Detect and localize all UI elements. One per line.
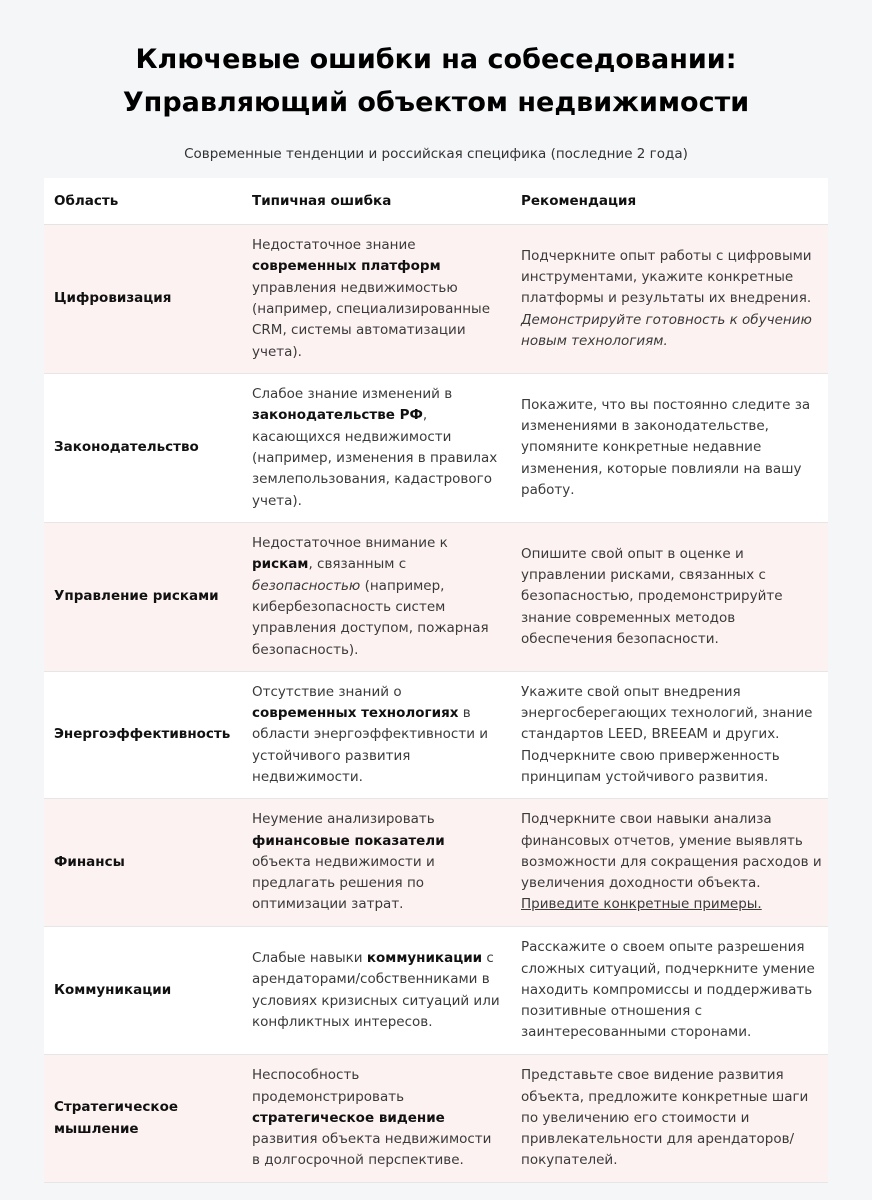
mistake-text: управления недвижимостью (например, специализированные CRM, системы автоматизации учета). bbox=[252, 279, 490, 360]
row-recommendation bbox=[511, 1055, 828, 1183]
table-header-row bbox=[44, 178, 828, 225]
mistake-text: Неспособность продемонстрировать bbox=[252, 1067, 405, 1105]
mistake-emphasis: стратегическое видение bbox=[252, 1109, 445, 1126]
mistake-text: в области энергоэффективности и устойчивого развития недвижимости. bbox=[252, 705, 489, 785]
row-area: Стратегическое мышление bbox=[44, 1055, 242, 1183]
mistake-text: Слабые навыки bbox=[252, 949, 367, 966]
page-title bbox=[0, 0, 872, 124]
mistake-text: Неумение анализировать bbox=[252, 811, 435, 828]
recommendation-text: Расскажите о своем опыте разрешения сложных ситуаций, подчеркните умение находить компромиссы и поддерживать позитивные отношения с заинтересованными сторонами. bbox=[521, 939, 815, 1041]
mistake-emphasis: рискам bbox=[252, 556, 309, 573]
row-area: Управление рисками bbox=[44, 523, 242, 672]
row-mistake bbox=[242, 523, 511, 672]
mistakes-table bbox=[44, 178, 828, 1183]
mistake-text: Слабое знание изменений в bbox=[252, 386, 453, 403]
recommendation-emphasis: Демонстрируйте готовность к обучению новым технологиям. bbox=[521, 311, 812, 349]
header-recommendation: Рекомендация bbox=[511, 178, 828, 225]
recommendation-text: Укажите свой опыт внедрения энергосберегающих технологий, знание стандартов LEED, BREEAM и других. Подчеркните свою приверженность принципам устойчивого развития. bbox=[521, 683, 813, 785]
mistake-text: развития объекта недвижимости в долгосрочной перспективе. bbox=[252, 1131, 492, 1169]
recommendation-text: Подчеркните свои навыки анализа финансовых отчетов, умение выявлять возможности для сокращения расходов и увеличения доходности объекта. bbox=[521, 811, 822, 892]
recommendation-text: Представьте свое видение развития объекта, предложите конкретные шаги по увеличению его стоимости и привлекательности для арендаторов/покупателей. bbox=[521, 1067, 809, 1169]
page-title-line-2: Управляющий объектом недвижимости bbox=[122, 87, 750, 118]
row-recommendation bbox=[511, 374, 828, 523]
recommendation-text: Опишите свой опыт в оценке и управлении рисками, связанных с безопасностью, продемонстрируйте знание современных методов обеспечения безопасности. bbox=[521, 545, 783, 647]
mistake-text: объекта недвижимости и предлагать решения по оптимизации затрат. bbox=[252, 853, 435, 913]
recommendation-text: Покажите, что вы постоянно следите за изменениями в законодательстве, упомяните конкретные недавние изменения, которые повлияли на вашу работу. bbox=[521, 396, 811, 498]
recommendation-underlined: Приведите конкретные примеры. bbox=[521, 896, 762, 913]
table-row bbox=[44, 927, 828, 1055]
row-area: Коммуникации bbox=[44, 927, 242, 1055]
table-header bbox=[44, 178, 828, 225]
row-mistake bbox=[242, 927, 511, 1055]
header-mistake: Типичная ошибка bbox=[242, 178, 511, 225]
table-row bbox=[44, 523, 828, 672]
row-mistake bbox=[242, 374, 511, 523]
mistake-italic: безопасностью bbox=[252, 577, 361, 594]
mistake-text: Недостаточное внимание к bbox=[252, 535, 448, 552]
mistake-text: (например, кибербезопасность систем управления доступом, пожарная безопасность). bbox=[252, 577, 489, 658]
mistake-emphasis: коммуникации bbox=[366, 949, 483, 966]
row-recommendation bbox=[511, 225, 828, 374]
table-row bbox=[44, 672, 828, 799]
row-mistake bbox=[242, 225, 511, 374]
mistake-text: Недостаточное знание bbox=[252, 237, 416, 254]
table-row bbox=[44, 1055, 828, 1183]
table-row bbox=[44, 799, 828, 927]
mistake-text: , касающихся недвижимости (например, изменения в правилах землепользования, кадастрового учета). bbox=[252, 407, 498, 509]
mistake-text: с арендаторами/собственниками в условиях кризисных ситуаций или конфликтных интересов. bbox=[252, 949, 500, 1030]
table-row bbox=[44, 374, 828, 523]
row-area: Законодательство bbox=[44, 374, 242, 523]
mistake-emphasis: современных технологиях bbox=[252, 705, 459, 722]
row-recommendation bbox=[511, 799, 828, 927]
page-subtitle: Современные тенденции и российская специфика (последние 2 года) bbox=[184, 146, 688, 162]
row-recommendation bbox=[511, 523, 828, 672]
row-recommendation bbox=[511, 927, 828, 1055]
mistake-text: Отсутствие знаний о bbox=[252, 683, 402, 700]
recommendation-text: Подчеркните опыт работы с цифровыми инструментами, укажите конкретные платформы и результаты их внедрения. bbox=[521, 247, 812, 307]
mistakes-table-container bbox=[44, 178, 828, 1183]
row-area: Цифровизация bbox=[44, 225, 242, 374]
mistake-emphasis: законодательстве РФ bbox=[252, 407, 423, 424]
mistake-emphasis: финансовые показатели bbox=[252, 832, 445, 849]
row-mistake bbox=[242, 672, 511, 799]
header-area: Область bbox=[44, 178, 242, 225]
row-area: Финансы bbox=[44, 799, 242, 927]
mistake-emphasis: современных платформ bbox=[252, 258, 441, 275]
table-body bbox=[44, 225, 828, 1183]
table-row bbox=[44, 225, 828, 374]
row-recommendation bbox=[511, 672, 828, 799]
row-area: Энергоэффективность bbox=[44, 672, 242, 799]
row-mistake bbox=[242, 1055, 511, 1183]
mistake-text: , связанным с bbox=[308, 556, 407, 573]
row-mistake bbox=[242, 799, 511, 927]
page-title-line-1: Ключевые ошибки на собеседовании: bbox=[135, 44, 737, 75]
